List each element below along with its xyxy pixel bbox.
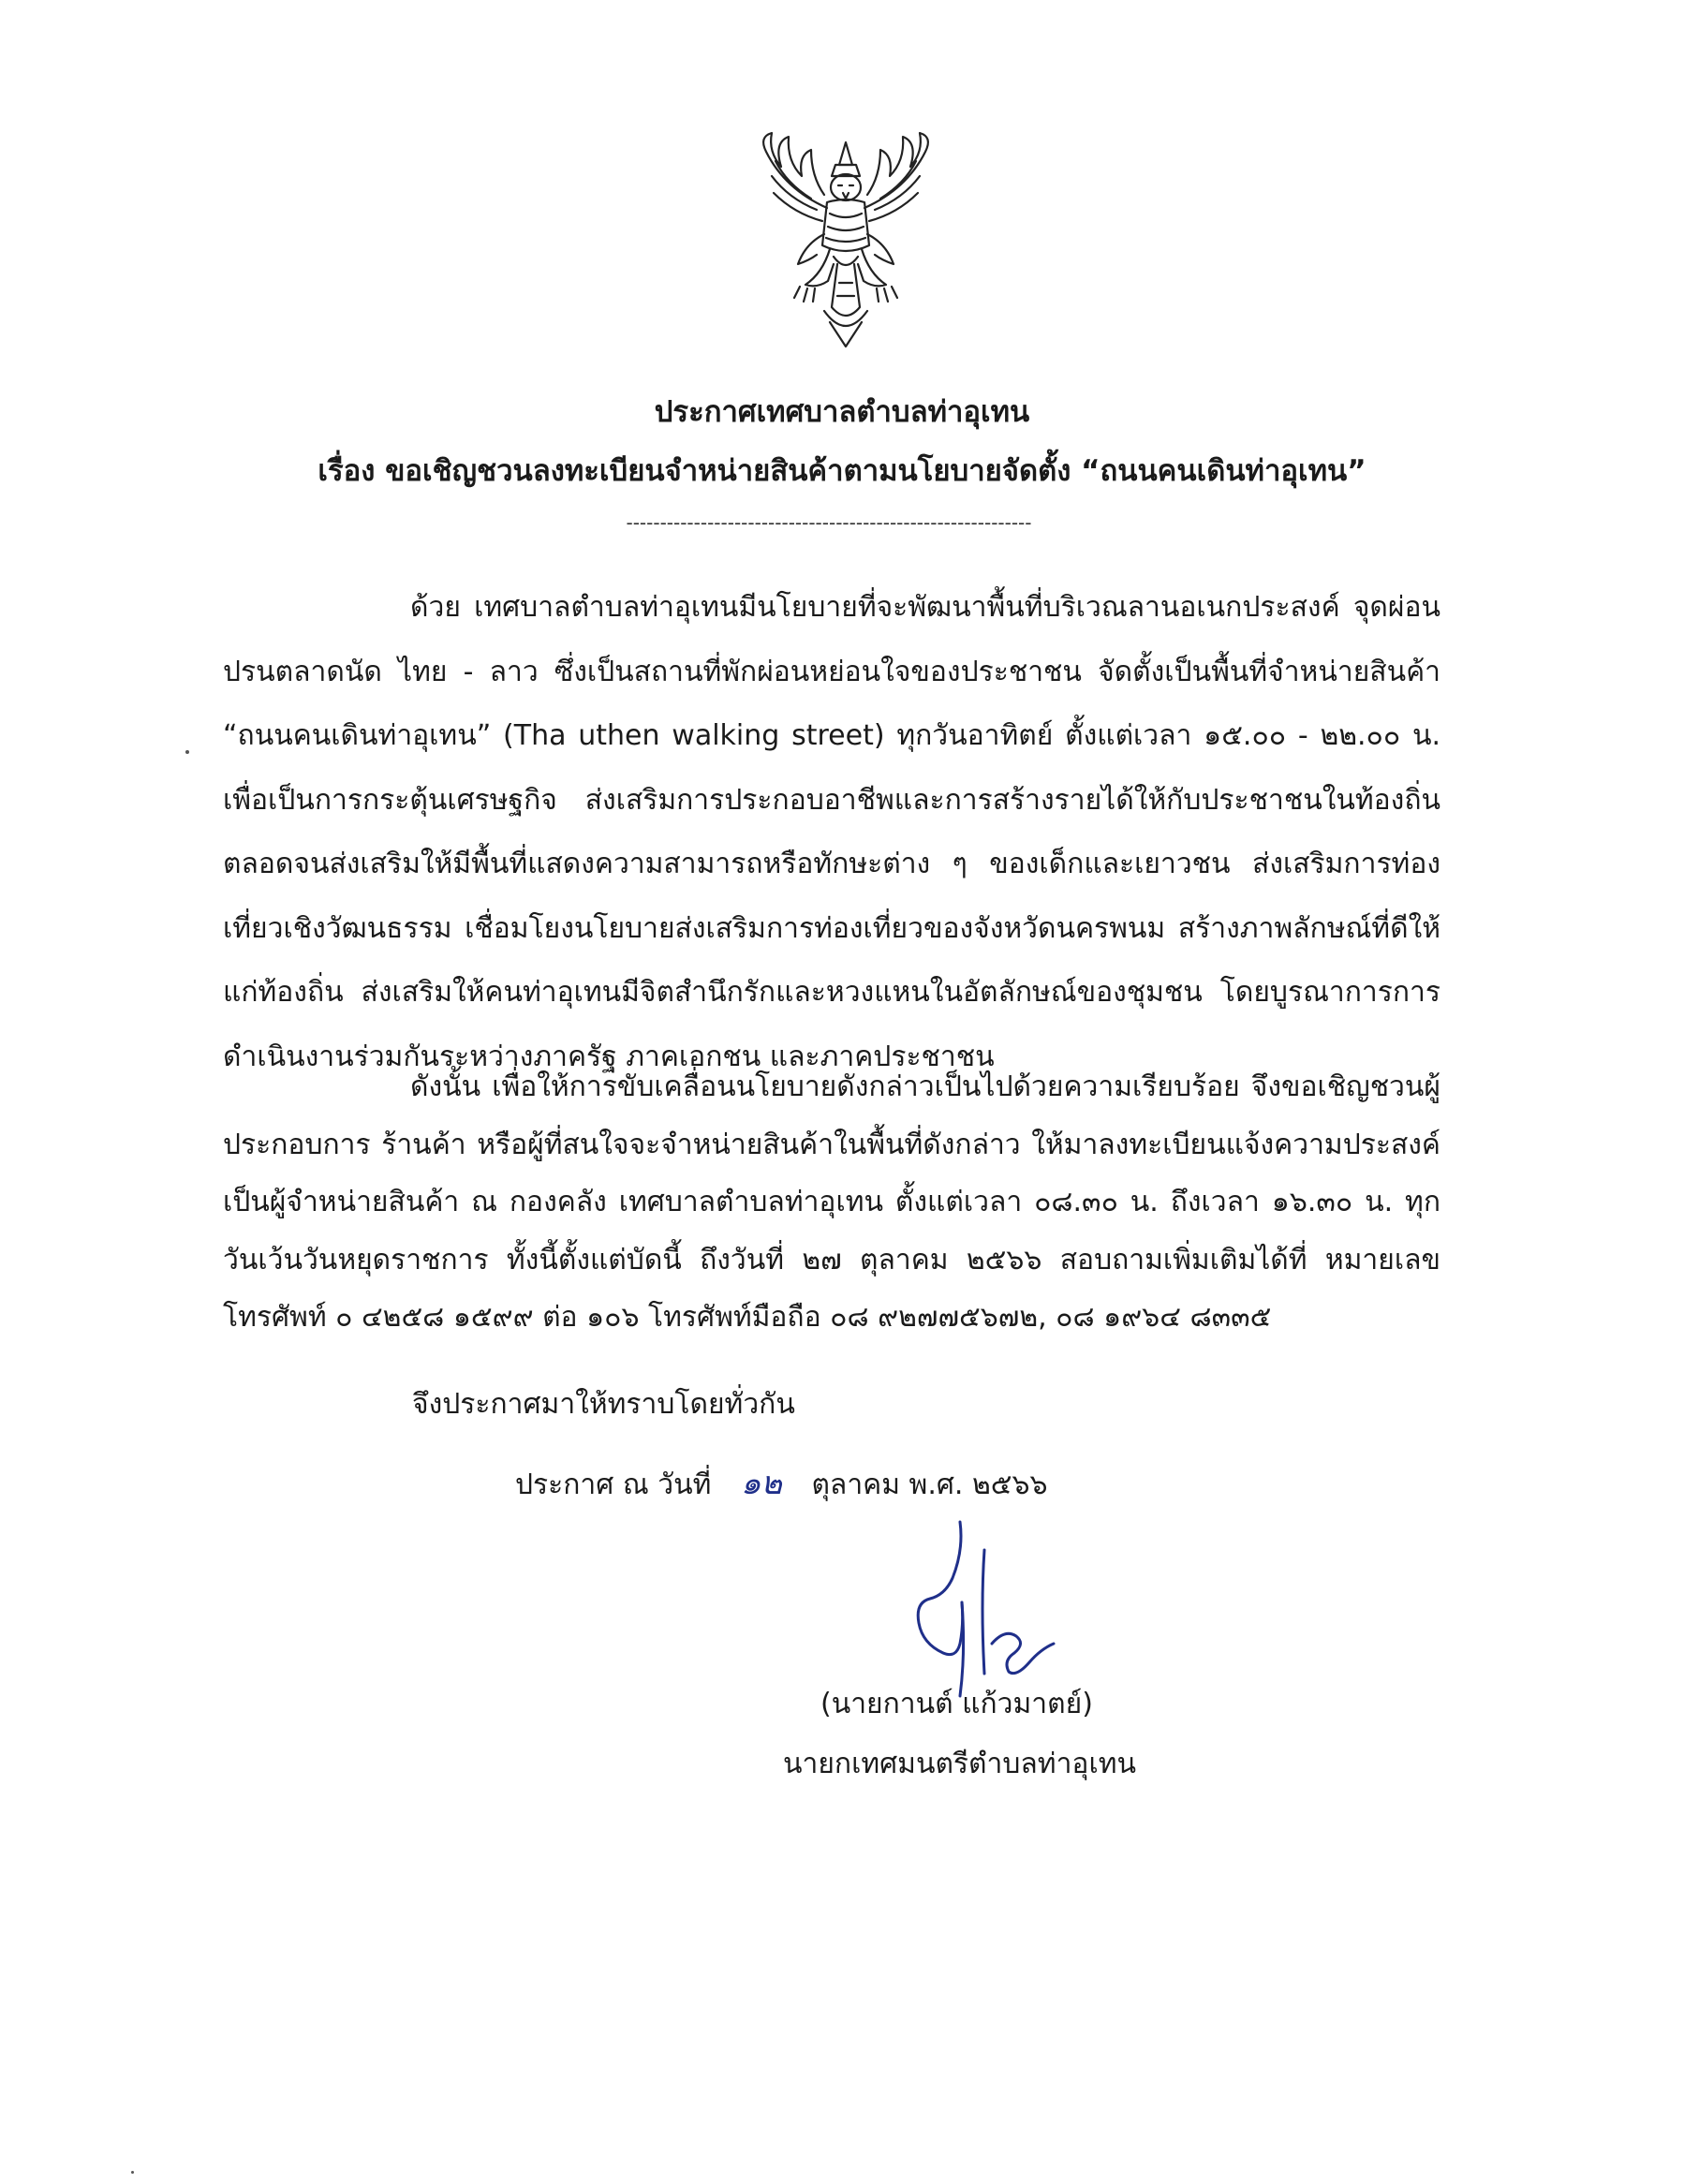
scan-speck xyxy=(131,2171,134,2174)
signer-name: (นายกานต์ แก้วมาตย์) xyxy=(820,1688,1093,1720)
date-day-handwritten: ๑๒ xyxy=(740,1465,782,1502)
garuda-emblem-icon xyxy=(719,124,972,358)
signer-position: นายกเทศมนตรีตำบลท่าอุเทน xyxy=(783,1748,1136,1780)
scan-speck xyxy=(185,750,189,754)
handwritten-signature-icon xyxy=(894,1513,1063,1700)
date-suffix: ตุลาคม พ.ศ. ๒๕๖๖ xyxy=(811,1468,1048,1501)
announcement-title: ประกาศเทศบาลตำบลท่าอุเทน xyxy=(654,395,1030,429)
announcement-subject: เรื่อง ขอเชิญชวนลงทะเบียนจำหน่ายสินค้าตามนโยบายจัดตั้ง “ถนนคนเดินท่าอุเทน” xyxy=(318,454,1366,488)
date-prefix: ประกาศ ณ วันที่ xyxy=(515,1468,712,1501)
announcement-date xyxy=(515,1457,1048,1508)
body-paragraph-2: ดังนั้น เพื่อให้การขับเคลื่อนนโยบายดังกล่าวเป็นไปด้วยความเรียบร้อย จึงขอเชิญชวนผู้ประกอบการ ร้านค้า หรือผู้ที่สนใจจะจำหน่ายสินค้าในพื้นที่ดังกล่าว ให้มาลงทะเบียนแจ้งความประสงค์เป็นผู้จำหน่ายสินค้า ณ กองคลัง เทศบาลตำบลท่าอุเทน ตั้งแต่เวลา ๐๘.๓๐ น. ถึงเวลา ๑๖.๓๐ น. ทุกวันเว้นวันหยุดราชการ ทั้งนี้ตั้งแต่บัดนี้ ถึงวันที่ ๒๗ ตุลาคม ๒๕๖๖ สอบถามเพิ่มเติมได้ที่ หมายเลขโทรศัพท์ ๐ ๔๒๕๘ ๑๕๙๙ ต่อ ๑๐๖ โทรศัพท์มือถือ ๐๘ ๙๒๗๗๕๖๗๒, ๐๘ ๑๙๖๔ ๘๓๓๕ xyxy=(223,1070,1440,1334)
closing-statement: จึงประกาศมาให้ทราบโดยทั่วกัน xyxy=(412,1388,795,1421)
title-divider: ------------------------------------------------------------ xyxy=(626,511,1032,534)
body-paragraph-1: ด้วย เทศบาลตำบลท่าอุเทนมีนโยบายที่จะพัฒนาพื้นที่บริเวณลานอเนกประสงค์ จุดผ่อนปรนตลาดนัด ไทย - ลาว ซึ่งเป็นสถานที่พักผ่อนหย่อนใจของประชาชน จัดตั้งเป็นพื้นที่จำหน่ายสินค้า “ถนนคนเดินท่าอุเทน” (Tha uthen walking street) ทุกวันอาทิตย์ ตั้งแต่เวลา ๑๕.๐๐ - ๒๒.๐๐ น. เพื่อเป็นการกระตุ้นเศรษฐกิจ ส่งเสริมการประกอบอาชีพและการสร้างรายได้ให้กับประชาชนในท้องถิ่น ตลอดจนส่งเสริมให้มีพื้นที่แสดงความสามารถหรือทักษะต่าง ๆ ของเด็กและเยาวชน ส่งเสริมการท่องเที่ยวเชิงวัฒนธรรม เชื่อมโยงนโยบายส่งเสริมการท่องเที่ยวของจังหวัดนครพนม สร้างภาพลักษณ์ที่ดีให้แก่ท้องถิ่น ส่งเสริมให้คนท่าอุเทนมีจิตสำนึกรักและหวงแหนในอัตลักษณ์ของชุมชน โดยบูรณาการการดำเนินงานร่วมกันระหว่างภาครัฐ ภาคเอกชน และภาคประชาชน xyxy=(223,591,1440,1073)
